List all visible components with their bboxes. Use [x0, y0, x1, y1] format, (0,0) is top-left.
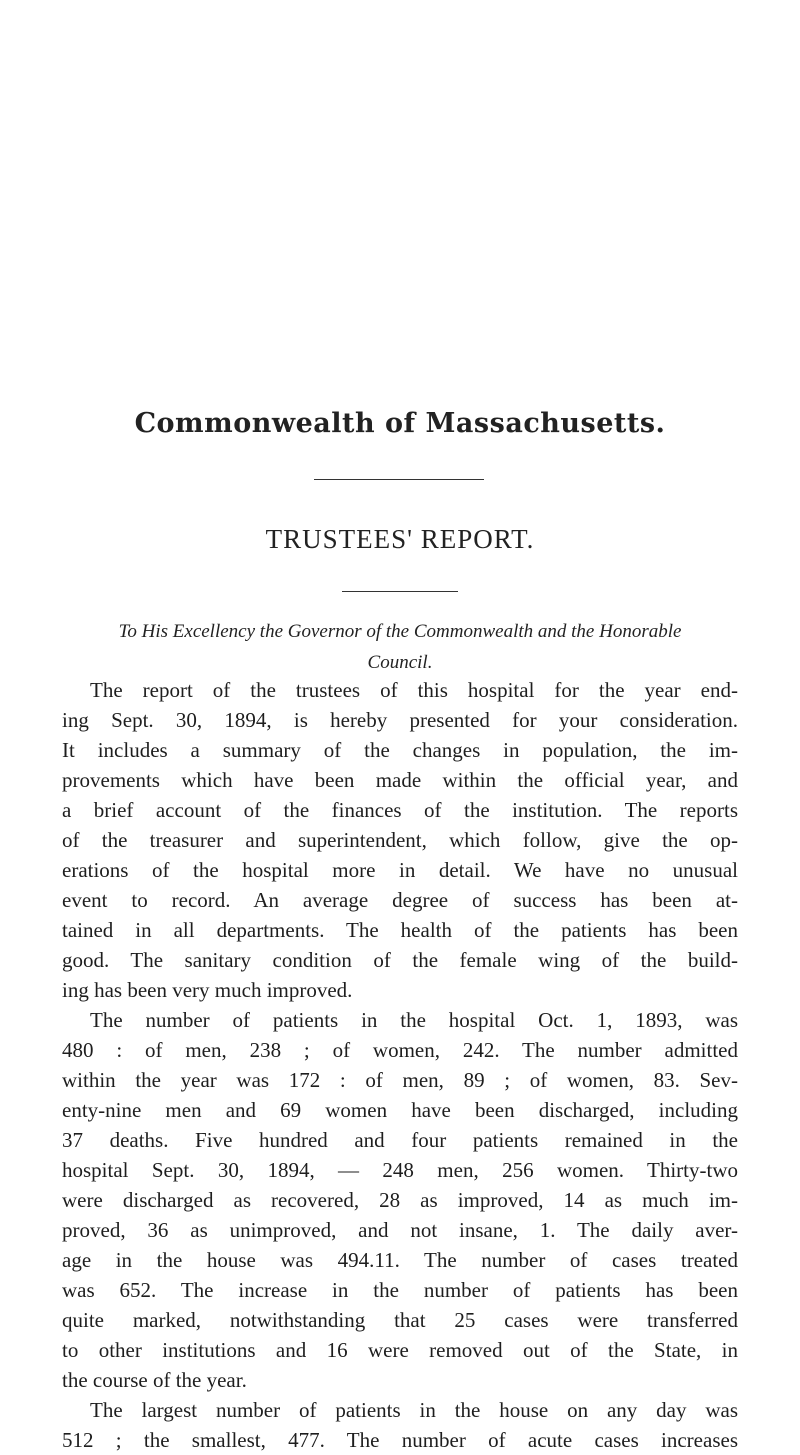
address-line-1: To His Excellency the Governor of the Commonwealth and the Honorable [118, 621, 682, 642]
paragraph-3 [62, 1395, 738, 1455]
text-line: within the year was 172 : of men, 89 ; of women, 83. Sev- [62, 1068, 738, 1092]
text-line: The largest number of patients in the house on any day was [90, 1398, 738, 1422]
text-line: of the treasurer and superintendent, which follow, give the op- [62, 828, 738, 852]
commonwealth-heading: Commonwealth of Massachusetts. [134, 408, 666, 439]
text-line: It includes a summary of the changes in population, the im- [62, 738, 738, 762]
text-line: quite marked, notwithstanding that 25 cases were transferred [62, 1308, 738, 1332]
heading-divider-top [314, 479, 484, 480]
paragraph-1 [62, 675, 738, 1005]
text-line: ing has been very much improved. [62, 978, 353, 1002]
text-line: provements which have been made within the official year, and [62, 768, 738, 792]
address-line-2: Council. [367, 652, 433, 673]
report-title: TRUSTEES' REPORT. [265, 524, 535, 554]
text-line: 480 : of men, 238 ; of women, 242. The number admitted [62, 1038, 738, 1062]
text-line: The number of patients in the hospital Oct. 1, 1893, was [90, 1008, 738, 1032]
text-line: ing Sept. 30, 1894, is hereby presented for your consideration. [62, 708, 738, 732]
heading-divider-bottom [342, 591, 458, 592]
text-line: were discharged as recovered, 28 as improved, 14 as much im- [62, 1188, 738, 1212]
text-line: good. The sanitary condition of the female wing of the build- [62, 948, 738, 972]
text-line: the course of the year. [62, 1368, 247, 1392]
text-line: enty-nine men and 69 women have been discharged, including [62, 1098, 738, 1122]
text-line: to other institutions and 16 were removed out of the State, in [62, 1338, 738, 1362]
text-line: was 652. The increase in the number of patients has been [62, 1278, 738, 1302]
text-line: a brief account of the finances of the institution. The reports [62, 798, 738, 822]
text-line: 512 ; the smallest, 477. The number of acute cases increases [62, 1428, 738, 1452]
text-line: proved, 36 as unimproved, and not insane, 1. The daily aver- [62, 1218, 738, 1242]
text-line: age in the house was 494.11. The number of cases treated [62, 1248, 738, 1272]
text-line: event to record. An average degree of success has been at- [62, 888, 738, 912]
text-line: 37 deaths. Five hundred and four patients remained in the [62, 1128, 738, 1152]
text-line: hospital Sept. 30, 1894, — 248 men, 256 women. Thirty-two [62, 1158, 738, 1182]
report-body [62, 675, 738, 1455]
text-line: tained in all departments. The health of the patients has been [62, 918, 738, 942]
address-salutation [62, 616, 738, 678]
text-line: The report of the trustees of this hospital for the year end- [90, 678, 738, 702]
paragraph-2 [62, 1005, 738, 1395]
text-line: erations of the hospital more in detail. We have no unusual [62, 858, 738, 882]
